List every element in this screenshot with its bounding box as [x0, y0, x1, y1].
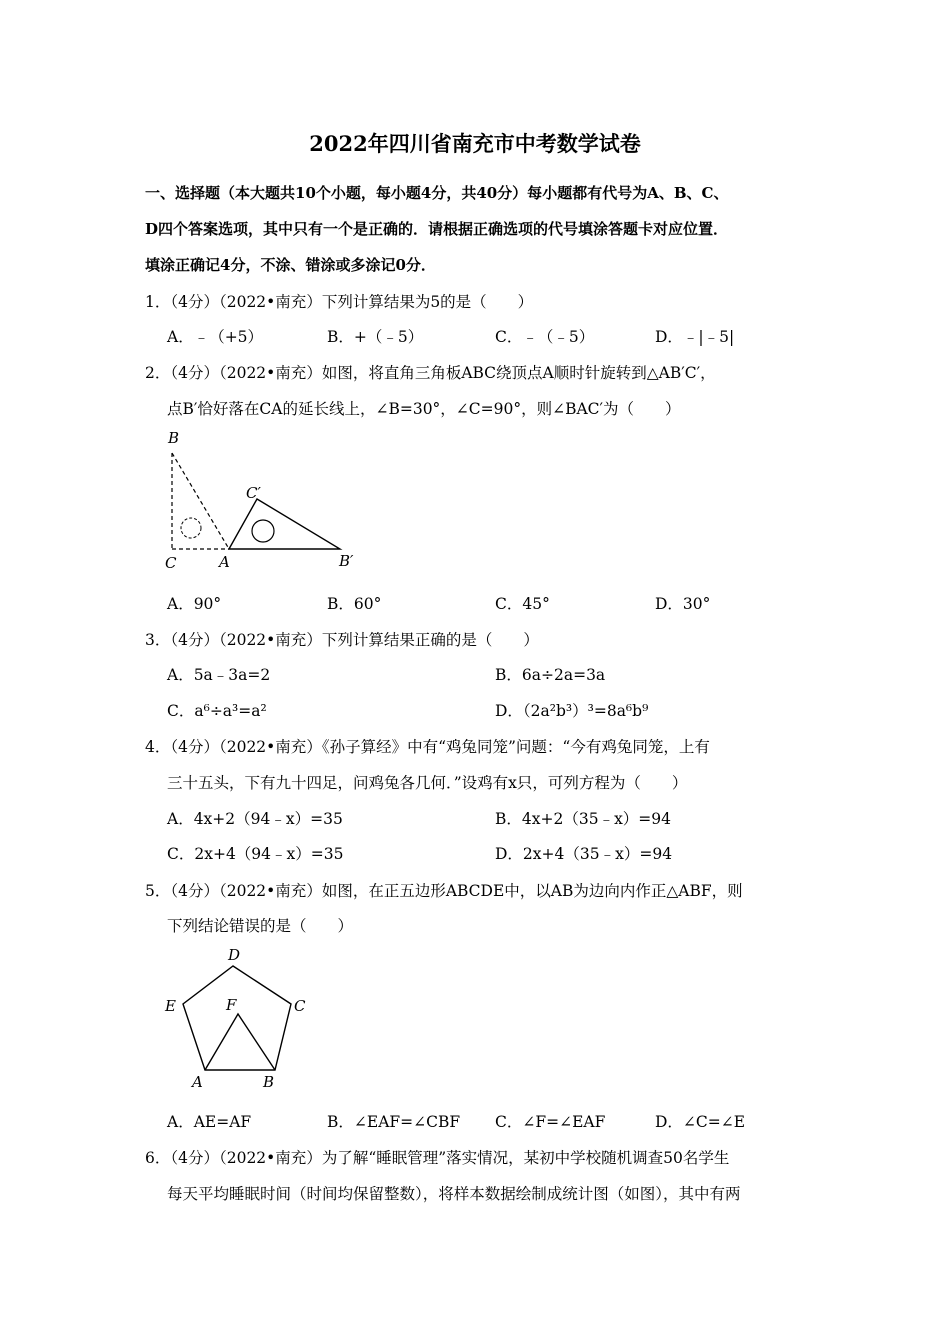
- q5-pentagon-figure: [155, 940, 325, 1095]
- q2-stem-line-1: 2．（4分）（2022•南充）如图，将直角三角板ABC绕顶点A顺时针旋转到△AB′C′，: [145, 364, 716, 382]
- q5-label-d: D: [228, 946, 241, 964]
- q5-label-a: A: [192, 1073, 203, 1091]
- q5-option-c: C．∠F=∠EAF: [495, 1113, 606, 1131]
- q5-pentagon: [183, 966, 291, 1070]
- q4-option-d: D．2x+4（35﹣x）=94: [495, 845, 673, 863]
- q1-stem: 1．（4分）（2022•南充）下列计算结果为5的是（ ）: [145, 293, 534, 311]
- q5-stem-line-1: 5．（4分）（2022•南充）如图，在正五边形ABCDE中，以AB为边向内作正△ABF，则: [145, 882, 743, 900]
- section-line-3: 填涂正确记4分，不涂、错涂或多涂记0分．: [145, 256, 436, 274]
- section-line-2: D四个答案选项，其中只有一个是正确的．请根据正确选项的代号填涂答题卡对应位置．: [145, 220, 729, 238]
- q1-option-a: A．﹣（+5）: [167, 328, 264, 346]
- q2-option-c: C．45°: [495, 595, 550, 613]
- page-title: 2022年四川省南充市中考数学试卷: [309, 131, 641, 156]
- section-instructions: [145, 175, 810, 283]
- q4-option-b: B．4x+2（35﹣x）=94: [495, 810, 672, 828]
- q2-label-c-prime: C′: [246, 484, 261, 502]
- q5-option-b: B．∠EAF=∠CBF: [327, 1113, 461, 1131]
- q3-stem: 3．（4分）（2022•南充）下列计算结果正确的是（ ）: [145, 631, 539, 649]
- q6-stem-line-2: 每天平均睡眠时间（时间均保留整数），将样本数据绘制成统计图（如图），其中有两: [167, 1185, 741, 1203]
- q4-option-c: C．2x+4（94﹣x）=35: [167, 845, 344, 863]
- q1-option-c: C．﹣（﹣5）: [495, 328, 595, 346]
- q3-option-b: B．6a÷2a=3a: [495, 666, 606, 684]
- q3-option-a: A．5a﹣3a=2: [167, 666, 271, 684]
- q2-option-b: B．60°: [327, 595, 382, 613]
- q5-label-c: C: [294, 997, 306, 1015]
- q1-option-b: B．+（﹣5）: [327, 328, 424, 346]
- q2-side-ab: [172, 453, 229, 549]
- q4-stem-line-1: 4．（4分）（2022•南充）《孙子算经》中有“鸡兔同笼”问题：“今有鸡兔同笼，上有: [145, 738, 710, 756]
- q3-option-d: D．（2a²b³）³=8a⁶b⁹: [495, 702, 649, 720]
- q2-option-a: A．90°: [167, 595, 222, 613]
- q5-option-d: D．∠C=∠E: [655, 1113, 746, 1131]
- q5-option-a: A．AE=AF: [167, 1113, 252, 1131]
- q2-option-d: D．30°: [655, 595, 711, 613]
- q4-stem-line-2: 三十五头，下有九十四足，问鸡兔各几何．”设鸡有x只，可列方程为（ ）: [167, 774, 688, 792]
- q5-label-b: B: [263, 1073, 275, 1091]
- q5-label-e: E: [165, 997, 176, 1015]
- q5-stem-line-2: 下列结论错误的是（ ）: [167, 917, 354, 935]
- q2-label-b-prime: B′: [339, 552, 354, 570]
- q2-solid-circle: [252, 520, 274, 542]
- q2-rotated-triangle: [229, 499, 340, 549]
- q2-label-b: B: [168, 429, 180, 447]
- q2-label-c: C: [165, 554, 177, 572]
- q2-triangle-figure: [155, 425, 375, 577]
- q4-option-a: A．4x+2（94﹣x）=35: [167, 810, 343, 828]
- q6-stem-line-1: 6．（4分）（2022•南充）为了解“睡眠管理”落实情况，某初中学校随机调查50名学生: [145, 1149, 730, 1167]
- q2-label-a: A: [219, 553, 230, 571]
- q1-option-d: D．﹣|﹣5|: [655, 328, 735, 346]
- q5-equilateral-triangle: [205, 1014, 275, 1070]
- q2-dashed-circle: [181, 518, 201, 538]
- q5-label-f: F: [226, 996, 237, 1014]
- q2-stem-line-2: 点B′恰好落在CA的延长线上，∠B=30°，∠C=90°，则∠BAC′为（ ）: [167, 400, 681, 418]
- q3-option-c: C．a⁶÷a³=a²: [167, 702, 267, 720]
- section-line-1: 一、选择题（本大题共10个小题，每小题4分，共40分）每小题都有代号为A、B、C、: [145, 184, 729, 202]
